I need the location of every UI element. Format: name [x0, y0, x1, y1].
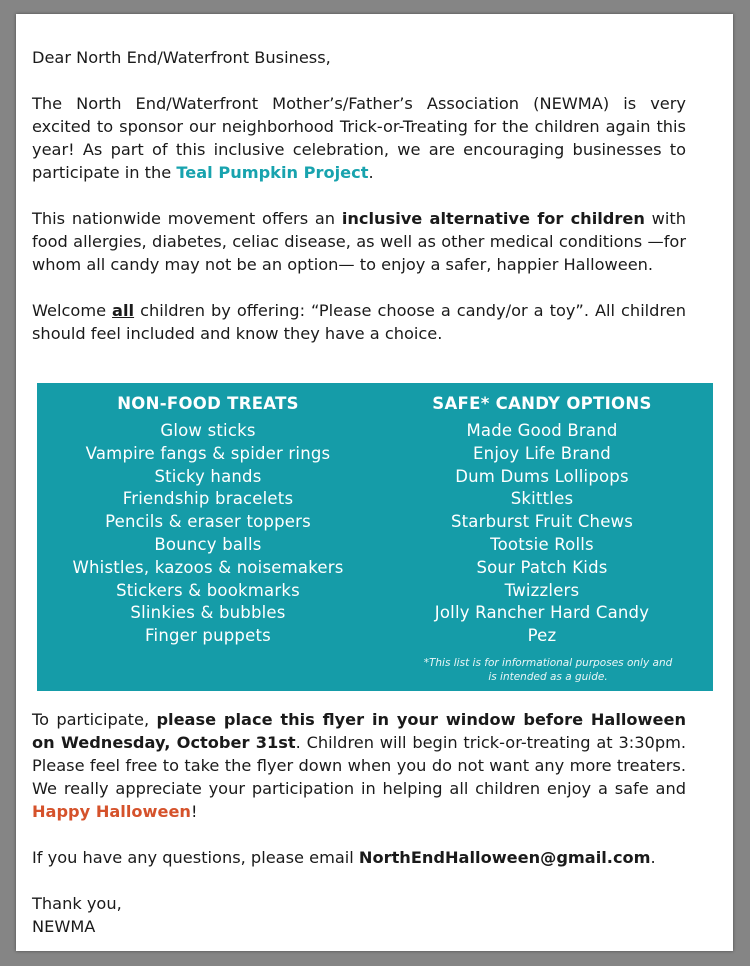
paragraph-questions: If you have any questions, please email NorthEndHalloween@gmail.com. — [32, 848, 656, 867]
paragraph-movement: This nationwide movement offers an inclusive alternative for children with food allergies, diabetes, celiac disease, as well as other medical conditions —for whom all candy may not be an option— to enjoy a safer, happier Halloween. — [32, 209, 686, 274]
salutation: Dear North End/Waterfront Business, — [32, 48, 331, 67]
list-item: Dum Dums Lollipops — [455, 466, 629, 486]
list-item: Glow sticks — [160, 421, 256, 440]
non-food-treats-title: NON-FOOD TREATS — [117, 394, 299, 413]
list-item: Twizzlers — [504, 580, 580, 600]
list-item: Stickers & bookmarks — [116, 580, 300, 600]
teal-pumpkin-project-link[interactable]: Teal Pumpkin Project — [176, 163, 369, 182]
list-item: Starburst Fruit Chews — [450, 512, 634, 532]
paragraph-intro: The North End/Waterfront Mother’s/Father’s Association (NEWMA) is very excited to sponsor our neighborhood Trick-or-Treating for the children again this year! As part of this inclusive celebration, we are encouraging businesses to participate in the Teal Pumpkin Project. — [32, 94, 686, 182]
list-item: Friendship bracelets — [122, 489, 294, 509]
list-item: Whistles, kazoos & noisemakers — [72, 557, 344, 577]
list-item: Tootsie Rolls — [490, 534, 594, 554]
list-item: Sour Patch Kids — [476, 557, 608, 577]
non-food-treats-column — [39, 393, 377, 648]
list-item: Skittles — [510, 489, 574, 509]
safe-candy-column — [373, 393, 711, 648]
disclaimer-note: *This list is for informational purposes only and is intended as a guide. — [423, 657, 673, 683]
contact-email-link[interactable]: NorthEndHalloween@gmail.com — [358, 848, 651, 867]
letter-top — [32, 46, 686, 345]
safe-candy-title: SAFE* CANDY OPTIONS — [432, 394, 652, 413]
paragraph-welcome: Welcome all children by offering: “Please choose a candy/or a toy”. All children should feel included and know they have a choice. — [32, 301, 686, 343]
list-item: Vampire fangs & spider rings — [85, 443, 331, 463]
signature: NEWMA — [32, 917, 96, 936]
list-item: Pencils & eraser toppers — [105, 512, 311, 532]
treats-box — [37, 383, 713, 691]
list-item: Sticky hands — [154, 466, 262, 486]
list-item: Made Good Brand — [466, 421, 618, 440]
list-item: Finger puppets — [145, 626, 271, 646]
paragraph-participate: To participate, please place this flyer in your window before Halloween on Wednesday, October 31st. Children will begin trick-or-treating at 3:30pm. Please feel free to take the flyer down when you do not want any more treaters. We really appreciate your participation in helping all children enjoy a safe and Happy Halloween! — [32, 710, 687, 821]
list-item: Bouncy balls — [154, 534, 262, 554]
list-item: Jolly Rancher Hard Candy — [434, 603, 650, 623]
list-item: Pez — [527, 626, 557, 646]
list-item: Slinkies & bubbles — [130, 603, 286, 623]
letter-bottom — [32, 708, 686, 938]
list-item: Enjoy Life Brand — [473, 443, 611, 463]
closing: Thank you, — [32, 894, 122, 913]
